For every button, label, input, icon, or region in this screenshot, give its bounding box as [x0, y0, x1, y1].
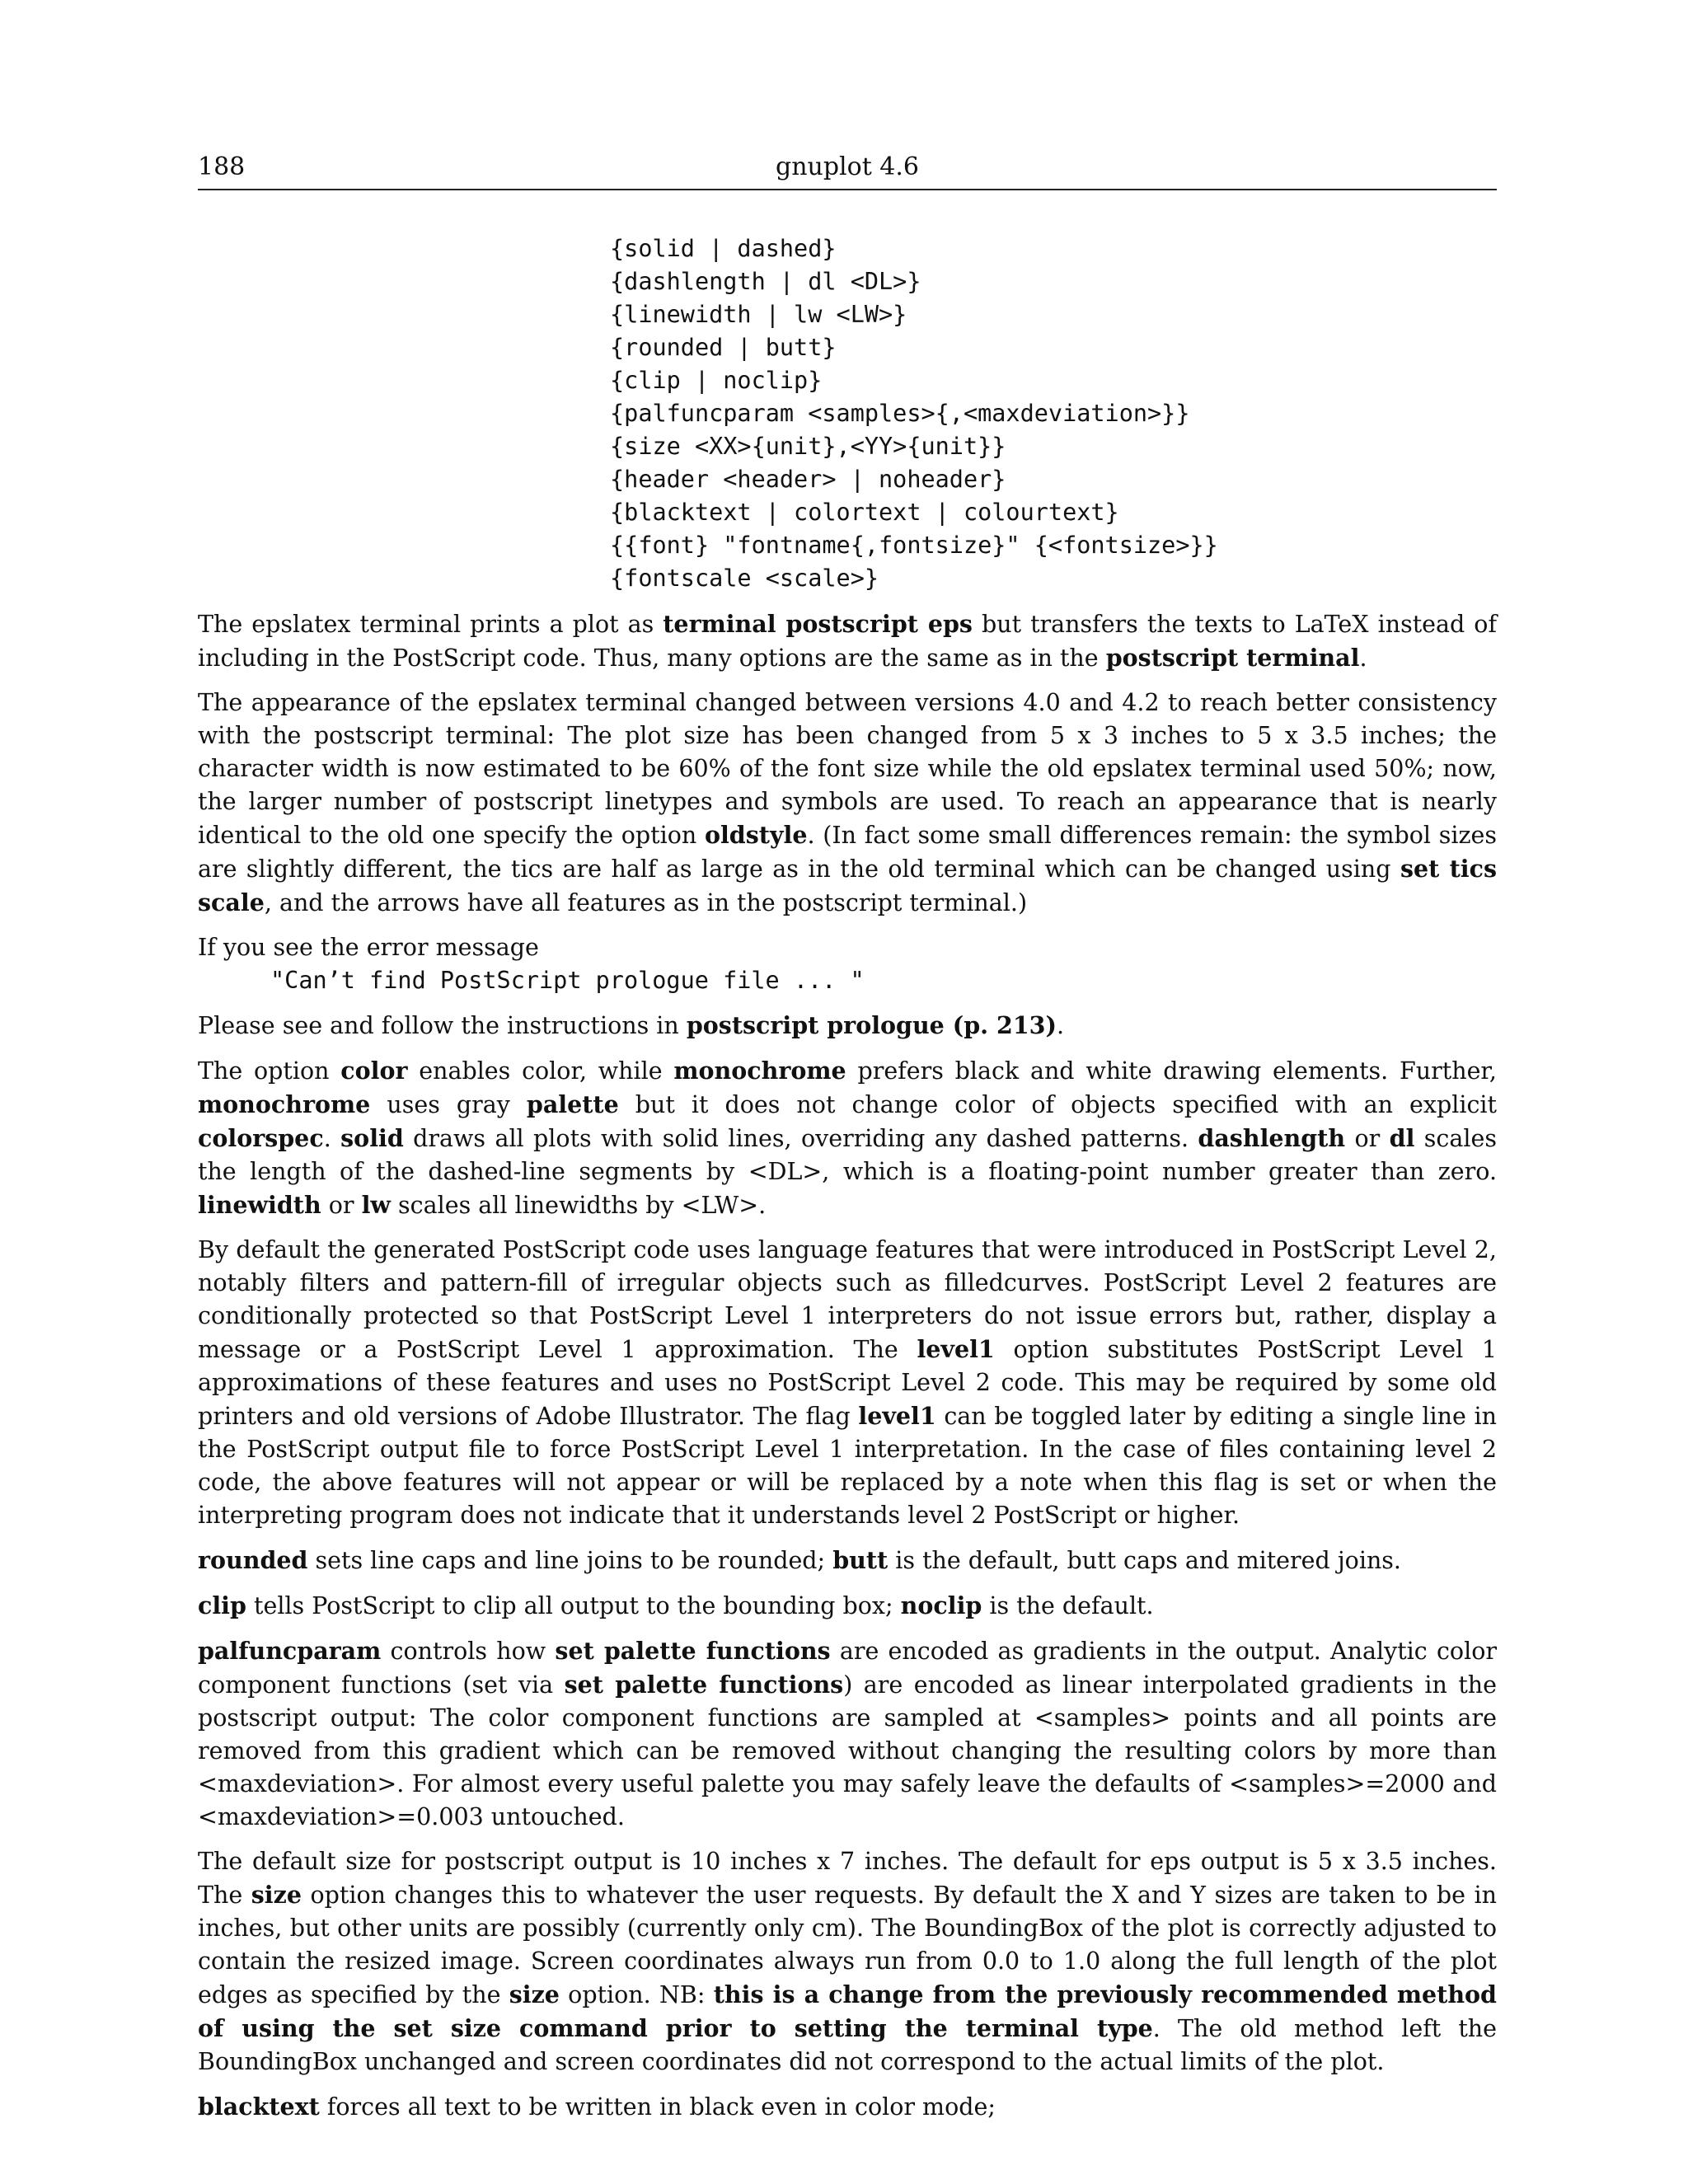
syntax-line: {dashlength | dl <DL>} — [610, 268, 921, 295]
paragraph-intro: The epslatex terminal prints a plot as terminal postscript eps but transfers the texts to LaTeX instead of including in the PostScript code. Thus, many options are the same as in the postscript terminal. — [198, 610, 1498, 672]
paragraph-size: The default size for postscript output is 10 inches x 7 inches. The default for eps output is 5 x 3.5 inches. The size option changes this to whatever the user requests. By default the X and Y sizes are taken to be in inches, but other units are possibly (currently only cm). The BoundingBox of the plot is correctly adjusted to contain the resized image. Screen coordinates always run from 0.0 to 1.0 along the full length of the plot edges as specified by the size option. NB: this is a change from the previously recommended method of using the set size command prior to setting the terminal type. The old method left the BoundingBox unchanged and screen coordinates did not correspond to the actual limits of the plot. — [198, 1848, 1497, 2075]
syntax-line: {{font} "fontname{,fontsize}" {<fontsize>}} — [610, 532, 1218, 559]
syntax-line: {palfuncparam <samples>{,<maxdeviation>}} — [610, 400, 1190, 427]
syntax-line: {rounded | butt} — [610, 334, 837, 361]
paragraph-error-intro: If you see the error message — [198, 934, 539, 961]
syntax-line: {header <header> | noheader} — [610, 466, 1006, 493]
paragraph-clip: clip tells PostScript to clip all output to the bounding box; noclip is the default. — [198, 1591, 1154, 1619]
page-number: 188 — [198, 152, 246, 181]
paragraph-color-options: The option color enables color, while monochrome prefers black and white drawing elements. Further, monochrome uses gray palette but it does not change color of objects specified with an explicit colorspec. solid draws all plots with solid lines, overriding any dashed patterns. dashlength or dl scales the length of the dashed-line segments by <DL>, which is a floating-point number greater than zero. linewidth or lw scales all linewidths by <LW>. — [198, 1057, 1497, 1219]
terminal-syntax-block — [610, 232, 1218, 595]
page-header — [198, 152, 1497, 190]
syntax-line: {linewidth | lw <LW>} — [610, 301, 907, 328]
paragraph-level1: By default the generated PostScript code uses language features that were introduced in PostScript Level 2, notably filters and pattern-fill of irregular objects such as filledcurves. PostScript Level 2 features are conditionally protected so that PostScript Level 1 interpreters do not issue errors but, rather, display a message or a PostScript Level 1 approximation. The level1 option substitutes PostScript Level 1 approximations of these features and uses no PostScript Level 2 code. This may be required by some old printers and old versions of Adobe Illustrator. The flag level1 can be toggled later by editing a single line in the PostScript output file to force PostScript Level 1 interpretation. In the case of files containing level 2 code, the above features will not appear or will be replaced by a note when this flag is set or when the interpreting program does not indicate that it understands level 2 PostScript or higher. — [198, 1236, 1498, 1529]
syntax-line: {blacktext | colortext | colourtext} — [610, 499, 1119, 526]
syntax-line: {solid | dashed} — [610, 235, 837, 262]
syntax-line: {fontscale <scale>} — [610, 565, 879, 592]
paragraph-appearance: The appearance of the epslatex terminal changed between versions 4.0 and 4.2 to reach better consistency with the postscript terminal: The plot size has been changed from 5 x 3 inches to 5 x 3.5 inches; the character width is now estimated to be 60% of the font size while the old epslatex terminal used 50%; now, the larger number of postscript linetypes and symbols are used. To reach an appearance that is nearly identical to the old one specify the option oldstyle. (In fact some small differences remain: the symbol sizes are slightly different, the tics are half as large as in the old terminal which can be changed using set tics scale, and the arrows have all features as in the postscript terminal.) — [198, 689, 1498, 916]
running-title: gnuplot 4.6 — [775, 152, 919, 181]
syntax-line: {size <XX>{unit},<YY>{unit}} — [610, 433, 1006, 460]
paragraph-blacktext: blacktext forces all text to be written in black even in color mode; — [198, 2093, 996, 2121]
paragraph-prologue: Please see and follow the instructions in postscript prologue (p. 213). — [198, 1011, 1065, 1039]
error-message-code: "Can’t find PostScript prologue file ... " — [270, 967, 865, 994]
paragraph-palfuncparam: palfuncparam controls how set palette functions are encoded as gradients in the output. Analytic color component functions (set via set palette functions) are encoded as linear interpolated gradients in the postscript output: The color component functions are sampled at <samples> points and all points are removed from this gradient which can be removed without changing the resulting colors by more than <maxdeviation>. For almost every useful palette you may safely leave the defaults of <samples>=2000 and <maxdeviation>=0.003 untouched. — [198, 1637, 1498, 1830]
body-text — [198, 607, 1497, 2135]
syntax-line: {clip | noclip} — [610, 367, 823, 394]
paragraph-rounded: rounded sets line caps and line joins to be rounded; butt is the default, butt caps and mitered joins. — [198, 1546, 1401, 1574]
cross-reference-link[interactable]: postscript prologue (p. 213) — [686, 1011, 1057, 1039]
